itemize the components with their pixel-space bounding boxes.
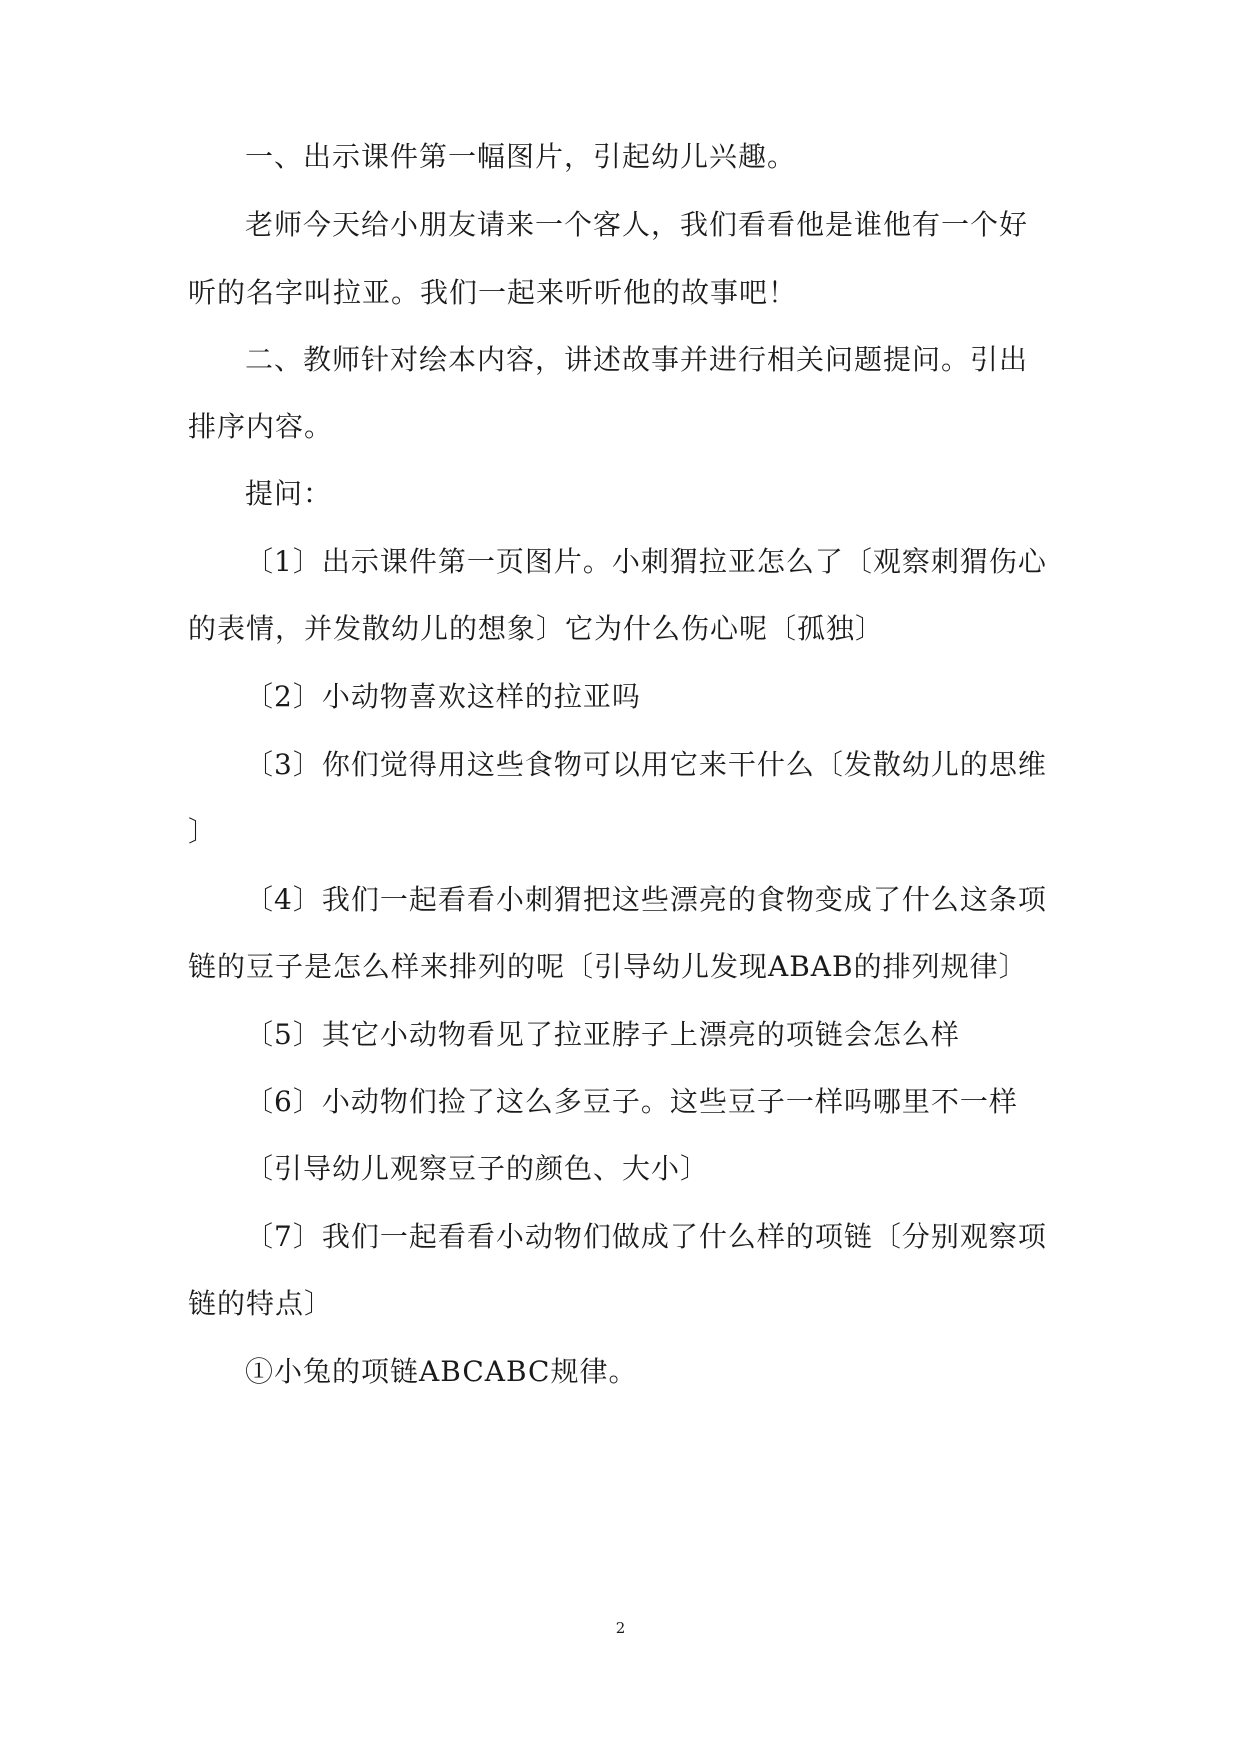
paragraph-line: 〔3〕你们觉得用这些食物可以用它来干什么〔发散幼儿的思维 bbox=[245, 748, 1047, 781]
paragraph-line: 〔引导幼儿观察豆子的颜色、大小〕 bbox=[245, 1152, 710, 1185]
paragraph-line: 提问： bbox=[245, 477, 333, 510]
paragraph-line: 链的豆子是怎么样来排列的呢〔引导幼儿发现ABAB的排列规律〕 bbox=[188, 950, 1028, 983]
paragraph-line: 〔4〕我们一起看看小刺猬把这些漂亮的食物变成了什么这条项 bbox=[245, 883, 1047, 916]
paragraph-line: 的表情，并发散幼儿的想象〕它为什么伤心呢〔孤独〕 bbox=[188, 612, 885, 645]
paragraph-line: 二、教师针对绘本内容，讲述故事并进行相关问题提问。引出 bbox=[245, 343, 1029, 376]
paragraph-line: 听的名字叫拉亚。我们一起来听听他的故事吧！ bbox=[188, 276, 798, 309]
paragraph-line: 链的特点〕 bbox=[188, 1287, 334, 1320]
paragraph-line: 〕 bbox=[188, 815, 218, 848]
paragraph-line: 〔5〕其它小动物看见了拉亚脖子上漂亮的项链会怎么样 bbox=[245, 1018, 960, 1051]
paragraph-line: 〔1〕出示课件第一页图片。小刺猬拉亚怎么了〔观察刺猬伤心 bbox=[245, 545, 1047, 578]
paragraph-line: 〔2〕小动物喜欢这样的拉亚吗 bbox=[245, 680, 641, 713]
paragraph-line: 一、出示课件第一幅图片，引起幼儿兴趣。 bbox=[245, 140, 797, 173]
paragraph-line: 老师今天给小朋友请来一个客人，我们看看他是谁他有一个好 bbox=[245, 208, 1029, 241]
paragraph-line: 〔7〕我们一起看看小动物们做成了什么样的项链〔分别观察项 bbox=[245, 1220, 1047, 1253]
paragraph-line: 排序内容。 bbox=[188, 410, 334, 443]
page-number: 2 bbox=[615, 1619, 626, 1637]
paragraph-line: ①小兔的项链ABCABC规律。 bbox=[245, 1355, 638, 1388]
paragraph-line: 〔6〕小动物们捡了这么多豆子。这些豆子一样吗哪里不一样 bbox=[245, 1085, 1018, 1118]
